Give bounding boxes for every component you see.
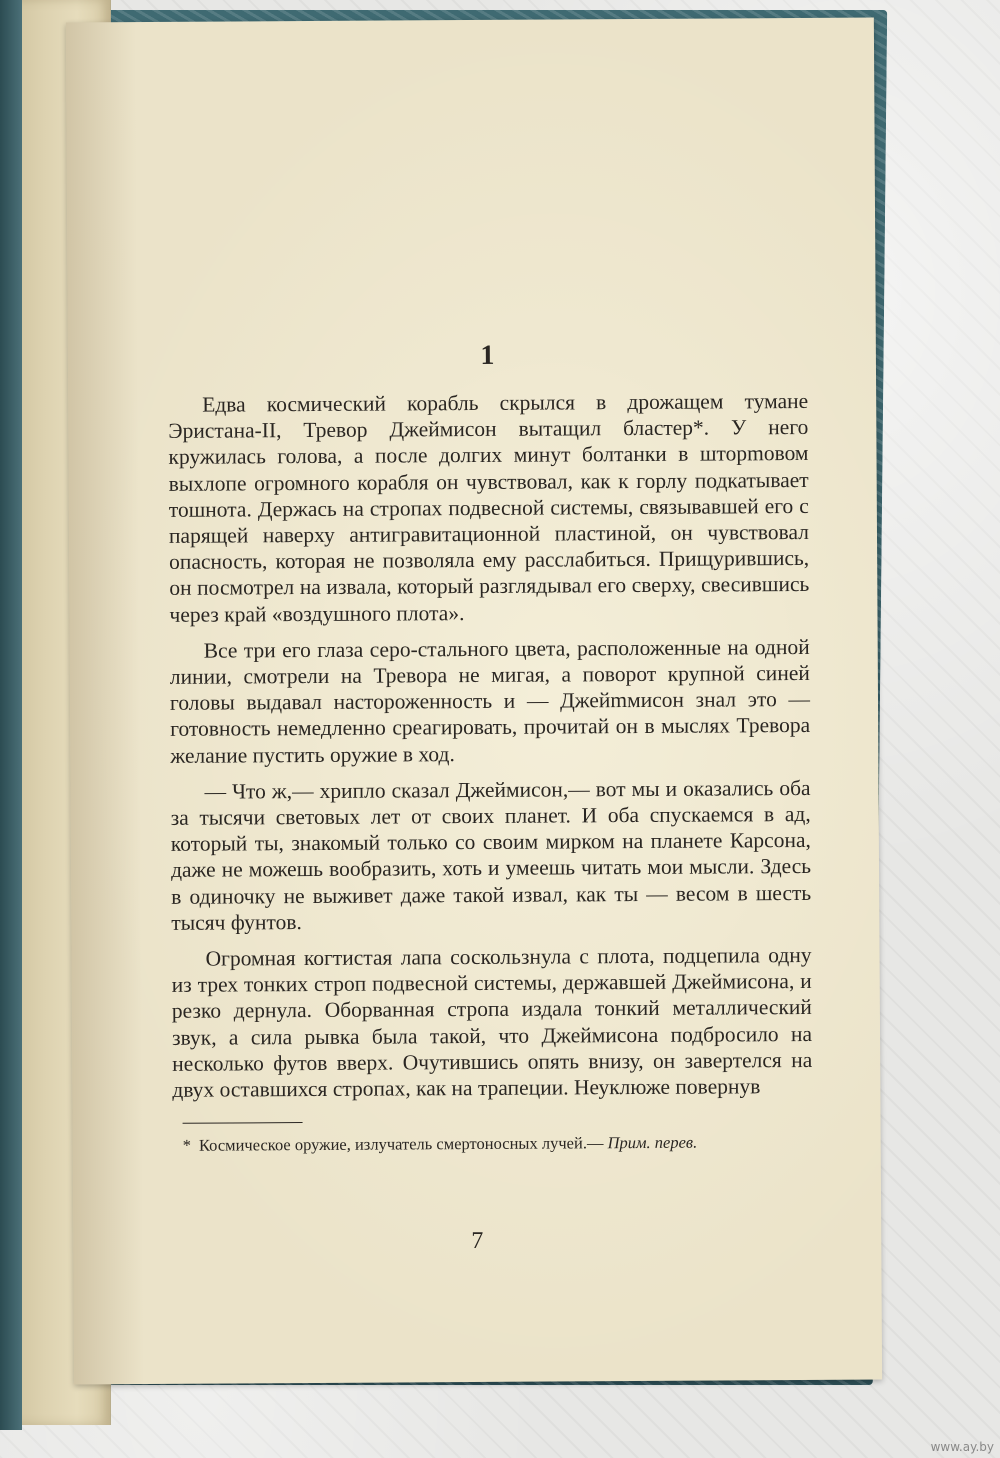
paragraph: — Что ж,— хрипло сказал Джеймисон,— вот мы и оказались оба за тысячи световых лет от своих планет. И оба спускаемся в ад, который ты, знакомый только со своим мирком на планете Карсона, даже не можешь вообразить, хоть и умеешь читать мои мысли. Здесь в одиночку не выживет даже такой извал, как ты — весом в шесть тысяч фунтов. bbox=[170, 775, 812, 935]
footnote-text: Космическое оружие, излучатель смертоносных лучей.— bbox=[198, 1133, 604, 1155]
watermark: www.ay.by bbox=[930, 1440, 994, 1454]
footnote-attribution: Прим. перев. bbox=[607, 1132, 698, 1153]
page-number: 7 bbox=[471, 1227, 484, 1255]
page-content bbox=[168, 338, 813, 1156]
paragraph: Огромная когтистая лапа соскользнула с плота, подцепила одну из трех тонких строп подвесной системы, державшей Джеймисона, и резко дернула. Оборванная стропа издала тонкий металлический звук, а сила рывка была такой, что Джеймисона подбросило на несколько футов вверх. Очутившись опять внизу, он завертелся на двух оставшихся стропах, как на трапеции. Неуклюже повернув bbox=[171, 943, 813, 1102]
left-cover-strip bbox=[0, 0, 22, 1430]
chapter-number: 1 bbox=[480, 339, 496, 371]
paragraph: Едва космический корабль скрылся в дрожащем тумане Эристана-II, Тревор Джеймисон вытащил бластер*. У него кружилась голова, а после долгих минут болтанки в шторmовом выхлопе огромного корабля он чувствовал, как к горлу подкатывает тошнота. Держась на стропах подвесной системы, связывавшей его с парящей наверху антигравитационной пластиной, он чувствовал опасность, которая не позволяла ему расслабиться. Прищурившись, он посмотрел на извала, который разглядывал его сверху, свесившись через край «воздушного плота». bbox=[168, 388, 810, 627]
footnote-rule bbox=[183, 1122, 303, 1124]
footnote-mark: * bbox=[182, 1136, 192, 1156]
footnote bbox=[183, 1132, 813, 1156]
book-page bbox=[66, 18, 882, 1385]
paragraph: Все три его глаза серо-стального цвета, расположенные на одной линии, смотрели на Тревора не мигая, а поворот крупной синей головы выдавал настороженность и — Джейmмисон знал это — готовность немедленно среагировать, прочитай он в мыслях Тревора желание пустить оружие в ход. bbox=[169, 634, 811, 768]
